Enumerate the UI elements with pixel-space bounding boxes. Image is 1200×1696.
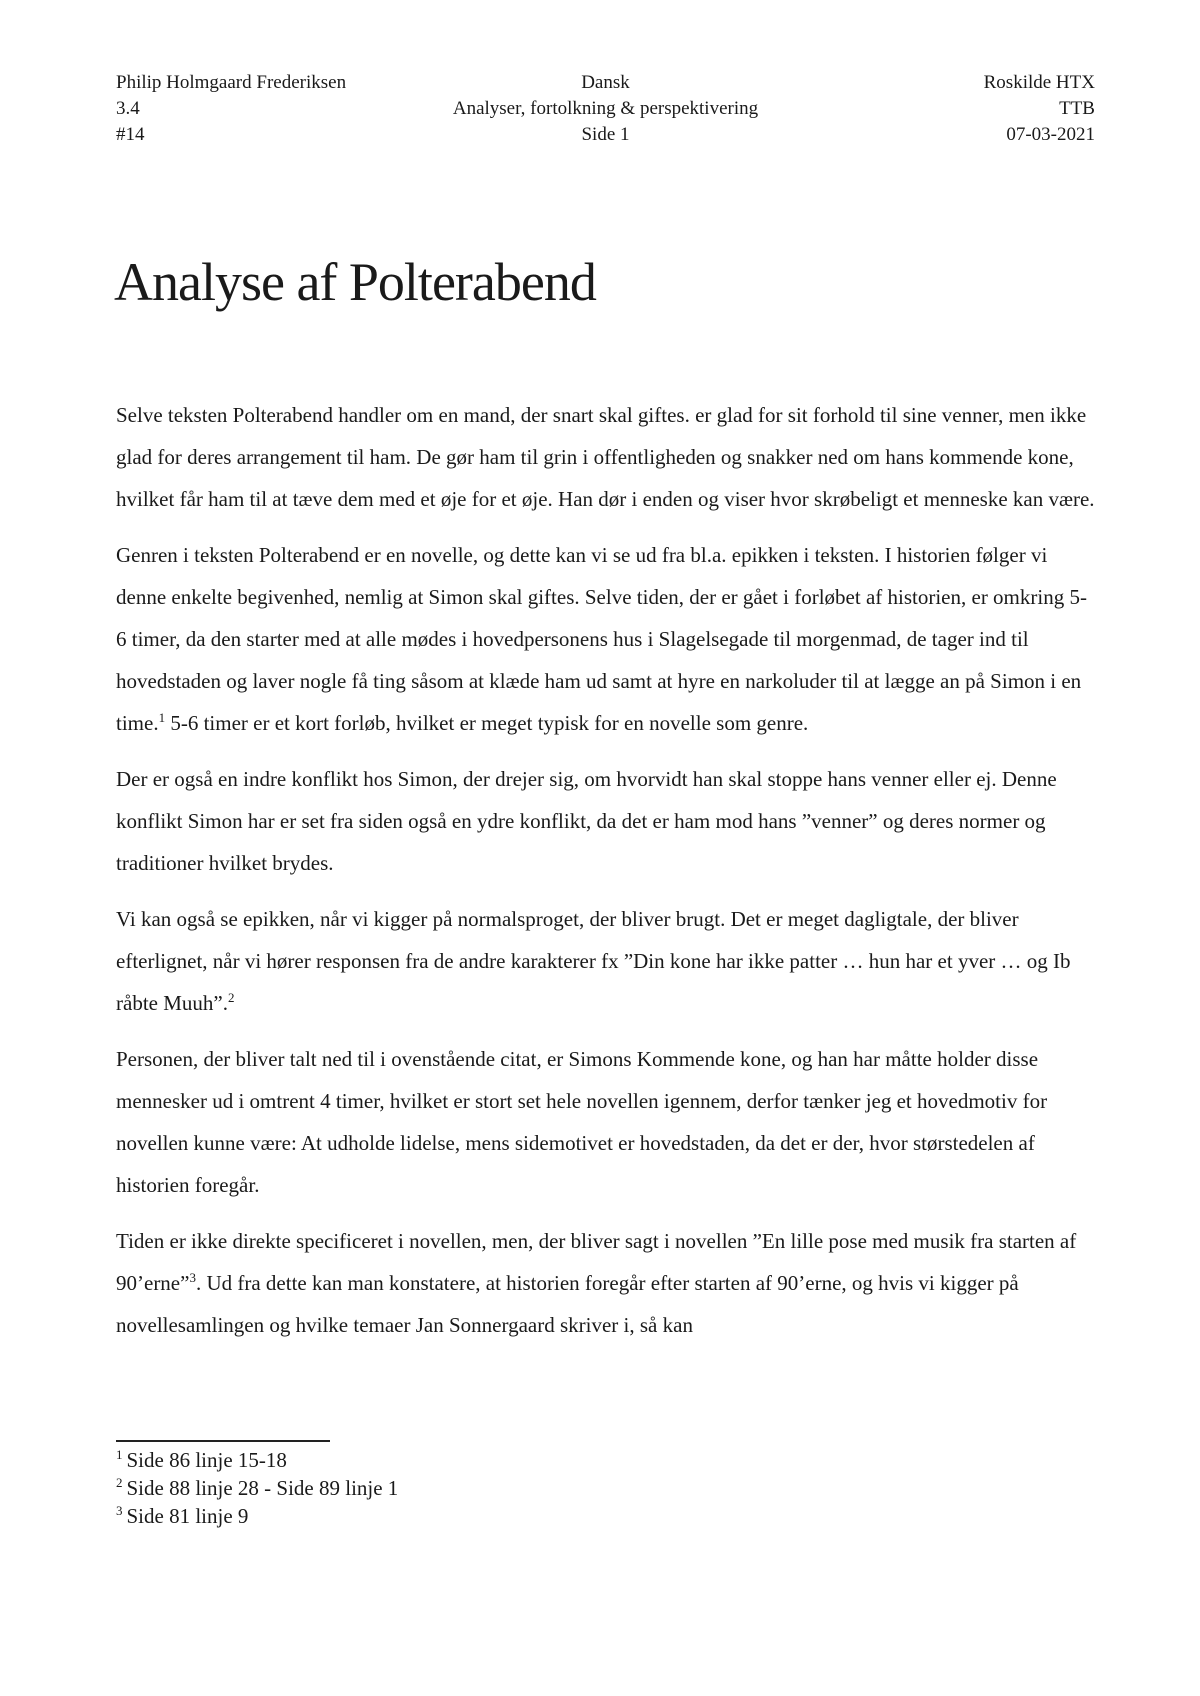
paragraph-time-text-a: Tiden er ikke direkte specificeret i novellen, men, der bliver sagt i novellen ”En lille pose med musik fra starten af 90’erne” [116,1229,1077,1295]
header-subject: Dansk [581,72,630,93]
footnote-mark-2: 2 [116,1475,123,1490]
paragraph-time [116,1220,1096,1346]
footnote-separator [116,1440,330,1442]
header-row-1 [116,70,1095,96]
header-class: TTB [1059,98,1095,119]
header-page: Side 1 [581,124,630,145]
header-row-2 [116,96,1095,122]
footnotes [116,1446,398,1530]
paragraph-motif: Personen, der bliver talt ned til i ovenstående citat, er Simons Kommende kone, og han har måtte holder disse mennesker ud i omtrent 4 timer, hvilket er stort set hele novellen igennem, derfor tænker jeg et hovedmotiv for novellen kunne være: At udholde lidelse, mens sidemotivet er hovedstaden, da det er der, hvor størstedelen af historien foregår. [116,1047,1048,1197]
header-school: Roskilde HTX [983,72,1095,93]
document-title: Analyse af Polterabend [114,252,596,312]
header-author: Philip Holmgaard Frederiksen [116,72,347,93]
footnote-1 [116,1446,398,1474]
page-header [116,70,1095,148]
footnote-2 [116,1474,398,1502]
footnote-text-3: Side 81 linje 9 [126,1504,249,1528]
footnote-mark-1: 1 [116,1447,123,1462]
paragraph-language [116,898,1096,1024]
paragraph-genre-text-a: Genren i teksten Polterabend er en novelle, og dette kan vi se ud fra bl.a. epikken i teksten. I historien følger vi denne enkelte begivenhed, nemlig at Simon skal giftes. Selve tiden, der er gået i forløbet af historien, er omkring 5-6 timer, da den starter med at alle mødes i hovedpersonens hus i Slagelsegade til morgenmad, de tager ind til hovedstaden og laver nogle få ting såsom at klæde ham ud samt at hyre en narkoluder til at lægge an på Simon i en time. [116,543,1087,735]
header-date: 07-03-2021 [1006,124,1095,145]
header-section: 3.4 [116,98,140,119]
paragraph-time-text-b: . Ud fra dette kan man konstatere, at historien foregår efter starten af 90’erne, og hvis vi kigger på novellesamlingen og hvilke temaer Jan Sonnergaard skriver i, så kan [116,1271,1019,1337]
paragraph-genre [116,534,1096,744]
footnote-ref-3[interactable]: 3 [189,1270,196,1285]
footnote-ref-2[interactable]: 2 [227,990,235,1005]
header-topic: Analyser, fortolkning & perspektivering [452,98,759,119]
footnote-text-1: Side 86 linje 15-18 [126,1448,287,1472]
footnote-ref-1[interactable]: 1 [158,710,166,725]
footnote-3 [116,1502,398,1530]
document-body [116,394,1096,1360]
paragraph-genre-text-b: 5-6 timer er et kort forløb, hvilket er meget typisk for en novelle som genre. [165,711,809,735]
footnote-mark-3: 3 [116,1503,123,1518]
header-row-3 [116,122,1095,148]
header-number: #14 [116,124,145,145]
paragraph-summary: Selve teksten Polterabend handler om en mand, der snart skal giftes. er glad for sit forhold til sine venner, men ikke glad for deres arrangement til ham. De gør ham til grin i offentligheden og snakker ned om hans kommende kone, hvilket får ham til at tæve dem med et øje for et øje. Han dør i enden og viser hvor skrøbeligt et menneske kan være. [116,403,1095,511]
footnote-text-2: Side 88 linje 28 - Side 89 linje 1 [126,1476,399,1500]
paragraph-conflict: Der er også en indre konflikt hos Simon, der drejer sig, om hvorvidt han skal stoppe hans venner eller ej. Denne konflikt Simon har er set fra siden også en ydre konflikt, da det er ham mod hans ”venner” og deres normer og traditioner hvilket brydes. [116,767,1057,875]
paragraph-language-text: Vi kan også se epikken, når vi kigger på normalsproget, der bliver brugt. Det er meget dagligtale, der bliver efterlignet, når vi hører responsen fra de andre karakterer fx ”Din kone har ikke patter … hun har et yver … og Ib råbte Muuh”. [116,907,1071,1015]
